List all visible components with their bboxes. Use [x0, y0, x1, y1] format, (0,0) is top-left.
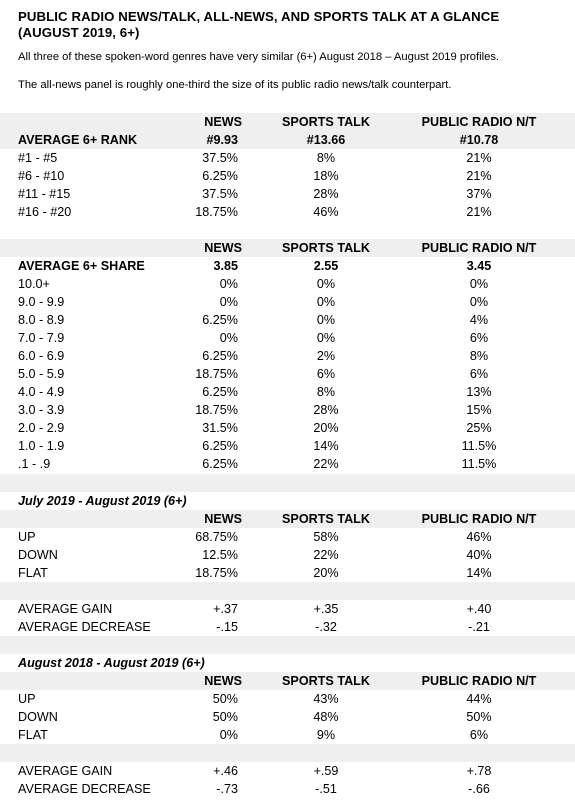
- cell-sports: 22%: [313, 548, 339, 562]
- july-heading-row: [0, 492, 575, 510]
- cell-news: 6.25%: [202, 349, 238, 363]
- cell-public: 40%: [466, 548, 492, 562]
- cell-public: 46%: [466, 530, 492, 544]
- average-decrease-row: [0, 780, 575, 798]
- table-row: [0, 455, 575, 473]
- row-label: 10.0+: [18, 277, 50, 291]
- col-sports: SPORTS TALK: [282, 241, 370, 255]
- cell-public: 11.5%: [461, 457, 497, 471]
- cell-news: 18.75%: [195, 205, 238, 219]
- col-public: PUBLIC RADIO N/T: [421, 115, 537, 129]
- row-label: #6 - #10: [18, 169, 65, 183]
- july-column-headers: [0, 510, 575, 528]
- row-label: AVERAGE 6+ RANK: [18, 133, 138, 147]
- cell-public: 37%: [466, 187, 492, 201]
- cell-news: 6.25%: [202, 385, 238, 399]
- row-label: AVERAGE DECREASE: [18, 782, 151, 796]
- title-line-1: PUBLIC RADIO NEWS/TALK, ALL-NEWS, AND SPORTS TALK AT A GLANCE: [18, 9, 500, 24]
- august-section: [0, 654, 575, 798]
- page-title: [18, 9, 565, 41]
- table-row: [0, 347, 575, 365]
- cell-sports: 14%: [313, 439, 339, 453]
- table-row: [0, 185, 575, 203]
- row-label: 2.0 - 2.9: [18, 421, 65, 435]
- cell-sports: 43%: [313, 692, 339, 706]
- cell-news: 0%: [219, 295, 238, 309]
- cell-public: 6%: [469, 331, 489, 345]
- cell-public: 21%: [466, 169, 492, 183]
- cell-public: #10.78: [459, 133, 499, 147]
- cell-public: 15%: [466, 403, 492, 417]
- cell-sports: 2.55: [313, 259, 339, 273]
- rank-section: [0, 113, 575, 221]
- row-label: #1 - #5: [18, 151, 58, 165]
- cell-public: 0%: [469, 277, 489, 291]
- cell-public: 21%: [466, 205, 492, 219]
- table-row: [0, 726, 575, 744]
- cell-public: 4%: [469, 313, 489, 327]
- table-row: [0, 149, 575, 167]
- table-row: [0, 401, 575, 419]
- row-label: DOWN: [18, 548, 58, 562]
- spacer-row: [0, 582, 575, 600]
- cell-public: +.78: [466, 764, 492, 778]
- cell-public: 50%: [466, 710, 492, 724]
- row-label: UP: [18, 530, 36, 544]
- cell-public: 11.5%: [461, 439, 497, 453]
- cell-sports: -.51: [315, 782, 337, 796]
- section-divider: [0, 636, 575, 654]
- table-row: [0, 383, 575, 401]
- cell-news: 37.5%: [202, 151, 238, 165]
- table-row: [0, 275, 575, 293]
- cell-public: 44%: [466, 692, 492, 706]
- cell-public: 14%: [466, 566, 492, 580]
- section-heading: July 2019 - August 2019 (6+): [18, 494, 187, 508]
- row-label: DOWN: [18, 710, 58, 724]
- cell-sports: 20%: [313, 421, 339, 435]
- cell-sports: 28%: [313, 187, 339, 201]
- cell-news: 12.5%: [202, 548, 238, 562]
- col-sports: SPORTS TALK: [282, 115, 370, 129]
- table-row: [0, 329, 575, 347]
- cell-public: +.40: [466, 602, 492, 616]
- row-label: AVERAGE DECREASE: [18, 620, 151, 634]
- col-sports: SPORTS TALK: [282, 512, 370, 526]
- share-column-headers: [0, 239, 575, 257]
- row-label: 5.0 - 5.9: [18, 367, 65, 381]
- cell-news: 0%: [219, 331, 238, 345]
- cell-sports: 22%: [313, 457, 339, 471]
- col-news: NEWS: [204, 674, 242, 688]
- rank-column-headers: [0, 113, 575, 131]
- row-label: FLAT: [18, 728, 48, 742]
- col-public: PUBLIC RADIO N/T: [421, 512, 537, 526]
- rank-average-row: [0, 131, 575, 149]
- cell-news: -.73: [216, 782, 238, 796]
- august-column-headers: [0, 672, 575, 690]
- cell-sports: #13.66: [306, 133, 346, 147]
- cell-news: 3.85: [213, 259, 238, 273]
- cell-news: 50%: [212, 692, 238, 706]
- cell-news: 0%: [219, 277, 238, 291]
- cell-news: 6.25%: [202, 457, 238, 471]
- cell-sports: 18%: [313, 169, 339, 183]
- average-decrease-row: [0, 618, 575, 636]
- col-news: NEWS: [204, 241, 242, 255]
- cell-news: 6.25%: [202, 439, 238, 453]
- row-label: AVERAGE GAIN: [18, 764, 113, 778]
- cell-public: -.21: [468, 620, 490, 634]
- col-public: PUBLIC RADIO N/T: [421, 241, 537, 255]
- cell-public: 3.45: [466, 259, 492, 273]
- cell-news: 18.75%: [195, 403, 238, 417]
- cell-public: 25%: [466, 421, 492, 435]
- share-average-row: [0, 257, 575, 275]
- cell-sports: 28%: [313, 403, 339, 417]
- row-label: 3.0 - 3.9: [18, 403, 65, 417]
- table-row: [0, 528, 575, 546]
- row-label: 4.0 - 4.9: [18, 385, 65, 399]
- table-row: [0, 708, 575, 726]
- cell-news: 18.75%: [195, 566, 238, 580]
- table-row: [0, 419, 575, 437]
- cell-sports: 0%: [316, 313, 336, 327]
- cell-public: -.66: [468, 782, 490, 796]
- col-public: PUBLIC RADIO N/T: [421, 674, 537, 688]
- col-news: NEWS: [204, 115, 242, 129]
- row-label: UP: [18, 692, 36, 706]
- intro-paragraph-1: All three of these spoken-word genres have very similar (6+) August 2018 – August 2019 profiles.: [18, 51, 500, 63]
- header: [0, 0, 575, 92]
- title-line-2: (AUGUST 2019, 6+): [18, 25, 140, 40]
- cell-sports: 48%: [313, 710, 339, 724]
- cell-sports: 58%: [313, 530, 339, 544]
- table-row: [0, 167, 575, 185]
- cell-news: 37.5%: [202, 187, 238, 201]
- row-label: 1.0 - 1.9: [18, 439, 65, 453]
- section-heading: August 2018 - August 2019 (6+): [18, 656, 205, 670]
- cell-public: 21%: [466, 151, 492, 165]
- table-row: [0, 203, 575, 221]
- intro-paragraph-2: The all-news panel is roughly one-third the size of its public radio news/talk counterpart.: [18, 79, 452, 91]
- cell-news: 6.25%: [202, 169, 238, 183]
- cell-news: 6.25%: [202, 313, 238, 327]
- row-label: .1 - .9: [18, 457, 51, 471]
- cell-sports: -.32: [315, 620, 337, 634]
- share-section: [0, 239, 575, 473]
- spacer-row: [0, 744, 575, 762]
- cell-news: #9.93: [206, 133, 238, 147]
- section-divider: [0, 474, 575, 492]
- row-label: AVERAGE GAIN: [18, 602, 113, 616]
- cell-sports: 8%: [316, 151, 336, 165]
- row-label: #16 - #20: [18, 205, 72, 219]
- cell-news: +.46: [213, 764, 238, 778]
- cell-sports: 46%: [313, 205, 339, 219]
- table-row: [0, 437, 575, 455]
- cell-sports: 0%: [316, 331, 336, 345]
- cell-news: 0%: [219, 728, 238, 742]
- row-label: 9.0 - 9.9: [18, 295, 65, 309]
- cell-sports: 0%: [316, 277, 336, 291]
- cell-sports: 20%: [313, 566, 339, 580]
- cell-sports: 8%: [316, 385, 336, 399]
- row-label: 6.0 - 6.9: [18, 349, 65, 363]
- table-row: [0, 293, 575, 311]
- row-label: #11 - #15: [18, 187, 71, 201]
- row-label: 8.0 - 8.9: [18, 313, 65, 327]
- row-label: AVERAGE 6+ SHARE: [18, 259, 145, 273]
- average-gain-row: [0, 762, 575, 780]
- table-row: [0, 690, 575, 708]
- cell-sports: +.35: [313, 602, 339, 616]
- august-heading-row: [0, 654, 575, 672]
- cell-news: 50%: [212, 710, 238, 724]
- cell-public: 6%: [469, 728, 489, 742]
- cell-public: 8%: [469, 349, 489, 363]
- cell-news: +.37: [213, 602, 238, 616]
- table-row: [0, 564, 575, 582]
- july-section: [0, 492, 575, 636]
- cell-public: 6%: [469, 367, 489, 381]
- cell-sports: 9%: [316, 728, 336, 742]
- table-row: [0, 365, 575, 383]
- cell-news: 18.75%: [195, 367, 238, 381]
- cell-public: 13%: [466, 385, 492, 399]
- row-label: 7.0 - 7.9: [18, 331, 65, 345]
- table-row: [0, 546, 575, 564]
- col-sports: SPORTS TALK: [282, 674, 370, 688]
- cell-sports: 0%: [316, 295, 336, 309]
- table-row: [0, 311, 575, 329]
- cell-sports: 6%: [316, 367, 336, 381]
- cell-public: 0%: [469, 295, 489, 309]
- cell-news: -.15: [216, 620, 238, 634]
- cell-sports: 2%: [316, 349, 336, 363]
- cell-sports: +.59: [313, 764, 339, 778]
- row-label: FLAT: [18, 566, 48, 580]
- col-news: NEWS: [204, 512, 242, 526]
- average-gain-row: [0, 600, 575, 618]
- cell-news: 68.75%: [195, 530, 238, 544]
- cell-news: 31.5%: [202, 421, 238, 435]
